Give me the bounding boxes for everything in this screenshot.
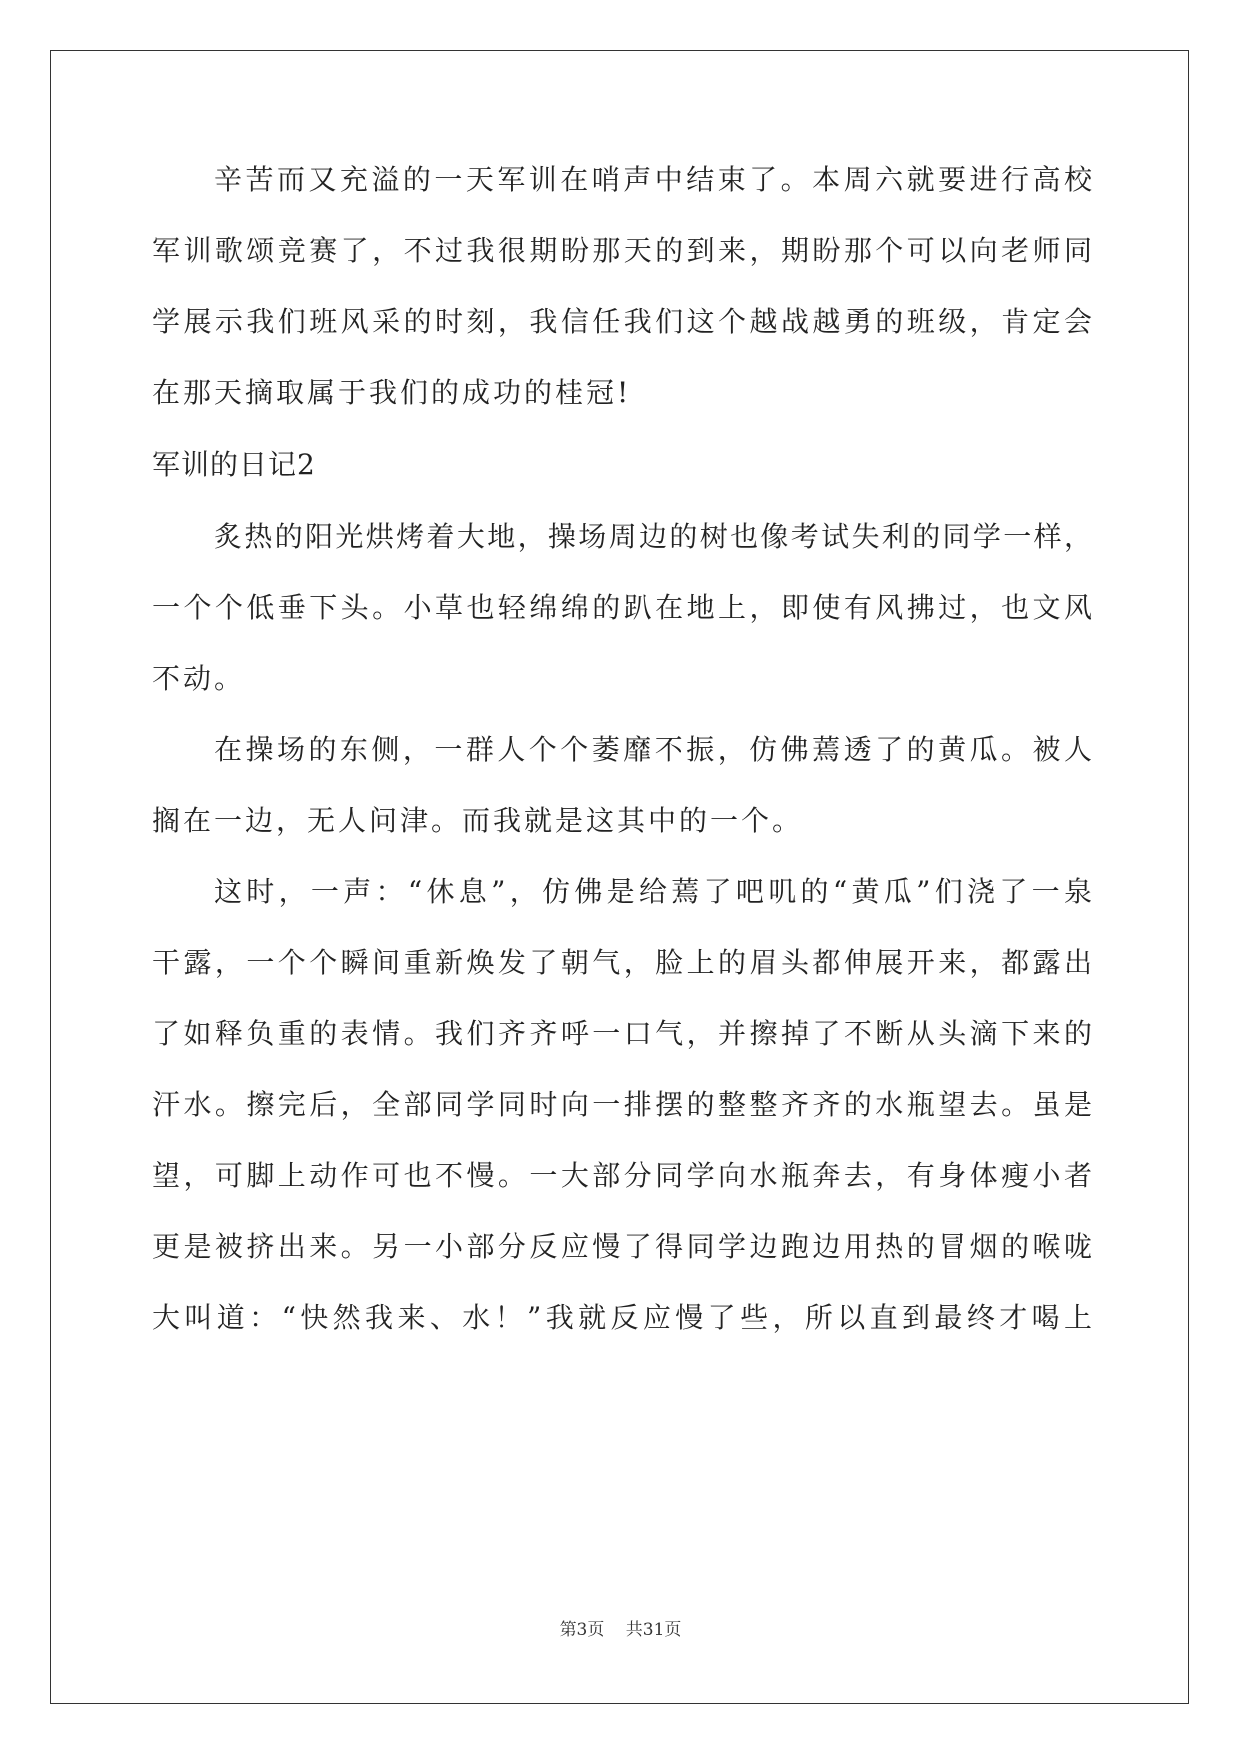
paragraph-line: 不动。 bbox=[152, 662, 246, 695]
paragraph-line: 在操场的东侧，一群人个个萎靡不振，仿佛蔫透了的黄瓜。被人 bbox=[214, 733, 1092, 766]
page-number: 第3页 bbox=[559, 1620, 605, 1640]
paragraph-line: 在那天摘取属于我们的成功的桂冠! bbox=[152, 376, 632, 409]
paragraph-line: 干露，一个个瞬间重新焕发了朝气，脸上的眉头都伸展开来，都露出 bbox=[152, 946, 1092, 979]
paragraph-line: 搁在一边，无人问津。而我就是这其中的一个。 bbox=[152, 804, 804, 837]
paragraph-line: 大叫道：“快然我来、水！”我就反应慢了些，所以直到最终才喝上 bbox=[152, 1301, 1092, 1334]
paragraph-line: 了如释负重的表情。我们齐齐呼一口气，并擦掉了不断从头滴下来的 bbox=[152, 1017, 1092, 1050]
paragraph-line: 学展示我们班风采的时刻，我信任我们这个越战越勇的班级，肯定会 bbox=[152, 305, 1092, 338]
paragraph-line: 一个个低垂下头。小草也轻绵绵的趴在地上，即使有风拂过，也文风 bbox=[152, 591, 1092, 624]
paragraph-line: 这时，一声：“休息”，仿佛是给蔫了吧叽的“黄瓜”们浇了一泉 bbox=[214, 875, 1092, 908]
page-count: 共31页 bbox=[625, 1620, 682, 1640]
section-heading: 军训的日记2 bbox=[152, 448, 316, 481]
page-footer bbox=[0, 1618, 1241, 1642]
paragraph-line: 更是被挤出来。另一小部分反应慢了得同学边跑边用热的冒烟的喉咙 bbox=[152, 1230, 1092, 1263]
paragraph-line: 汗水。擦完后，全部同学同时向一排摆的整整齐齐的水瓶望去。虽是 bbox=[152, 1088, 1092, 1121]
paragraph-line: 军训歌颂竞赛了，不过我很期盼那天的到来，期盼那个可以向老师同 bbox=[152, 234, 1092, 267]
paragraph-line: 辛苦而又充溢的一天军训在哨声中结束了。本周六就要进行高校 bbox=[214, 163, 1092, 196]
paragraph-line: 炙热的阳光烘烤着大地，操场周边的树也像考试失利的同学一样， bbox=[214, 520, 1092, 553]
paragraph-line: 望，可脚上动作可也不慢。一大部分同学向水瓶奔去，有身体瘦小者 bbox=[152, 1159, 1092, 1192]
